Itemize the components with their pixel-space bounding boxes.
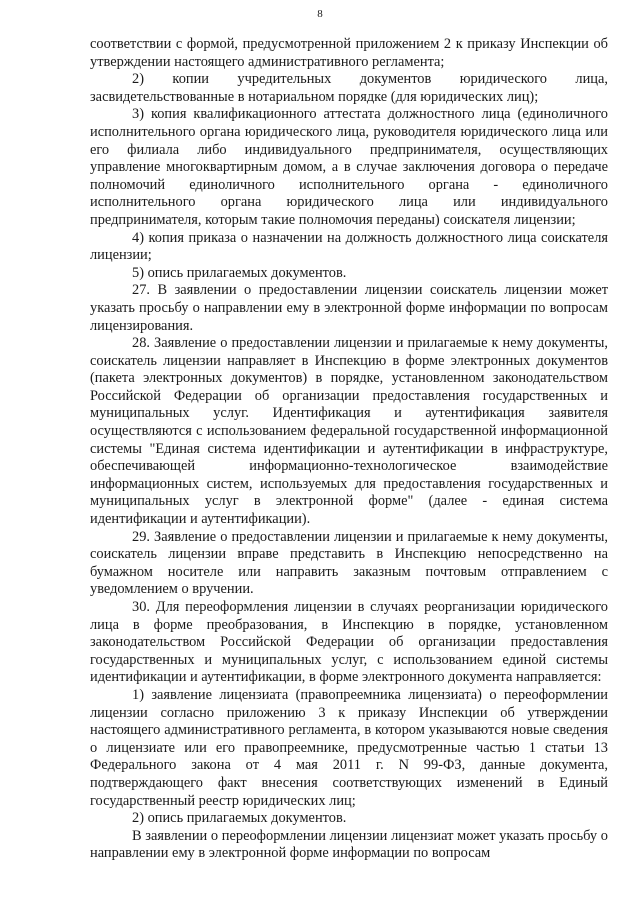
paragraph-clause-28: 28. Заявление о предоставлении лицензии и прилагаемые к нему документы, соискатель лицензии направляет в Инспекцию в форме электронных документов (пакета электронных документов) в порядке, установленном законодательством Российской Федерации об организации предоставления государственных и муниципальных услуг. Идентификация и аутентификация заявителя осуществляются с использованием федеральной государственной информационной системы "Единая система идентификации и аутентификации в инфраструктуре, обеспечивающей информационно-технологическое взаимодействие информационных систем, используемых для предоставления государственных и муниципальных услуг в электронной форме" (далее - единая система идентификации и аутентификации). [90, 335, 608, 528]
page-number: 8 [317, 8, 323, 20]
paragraph-item-5-inventory: 5) опись прилагаемых документов. [132, 264, 347, 281]
paragraph-clause-30-item-1: 1) заявление лицензиата (правопреемника лицензиата) о переоформлении лицензии согласно приложению 3 к приказу Инспекции об утверждении настоящего административного регламента, в котором указываются новые сведения о лицензиате или его правопреемнике, предусмотренные частью 1 статьи 13 Федерального закона от 4 мая 2011 г. N 99-ФЗ, данные документа, подтверждающего факт внесения соответствующих изменений в Единый государственный реестр юридических лиц; [90, 686, 608, 809]
paragraph-item-3-qualification-certificate: 3) копия квалификационного аттестата должностного лица (единоличного исполнительного органа юридического лица, руководителя юридического лица или его филиала либо индивидуального предпринимателя, осуществляющих управление многоквартирным домом, а в случае заключения договора о передаче полномочий единоличного исполнительного органа - единоличного исполнительного органа юридического лица или индивидуального предпринимателя, которым такие полномочия переданы) соискателя лицензии; [90, 106, 608, 228]
paragraph-clause-30-item-2: 2) опись прилагаемых документов. [132, 810, 347, 827]
paragraph-clause-29: 29. Заявление о предоставлении лицензии и прилагаемые к нему документы, соискатель лицензии вправе представить в Инспекцию непосредственно на бумажном носителе или направить заказным почтовым отправлением с уведомлением о вручении. [90, 528, 608, 598]
paragraph-item-4-appointment-order: 4) копия приказа о назначении на должность должностного лица соискателя лицензии; [90, 229, 608, 264]
paragraph-clause-30: 30. Для переоформления лицензии в случаях реорганизации юридического лица в форме преобразования, в Инспекцию в порядке, установленном законодательством Российской Федерации об организации предоставления государственных и муниципальных услуг, с использованием единой системы идентификации и аутентификации, в форме электронного документа направляется: [90, 599, 608, 686]
paragraph-continuation: соответствии с формой, предусмотренной приложением 2 к приказу Инспекции об утверждении настоящего административного регламента; [90, 36, 608, 70]
document-body [90, 36, 608, 863]
paragraph-reissue-request: В заявлении о переоформлении лицензии лицензиат может указать просьбу о направлении ему в электронной форме информации по вопросам [90, 827, 608, 862]
paragraph-item-2-charter-copies: 2) копии учредительных документов юридического лица, засвидетельствованные в нотариальном порядке (для юридических лиц); [90, 71, 608, 105]
paragraph-clause-27: 27. В заявлении о предоставлении лицензии соискатель лицензии может указать просьбу о направлении ему в электронной форме информации по вопросам лицензирования. [90, 282, 608, 334]
